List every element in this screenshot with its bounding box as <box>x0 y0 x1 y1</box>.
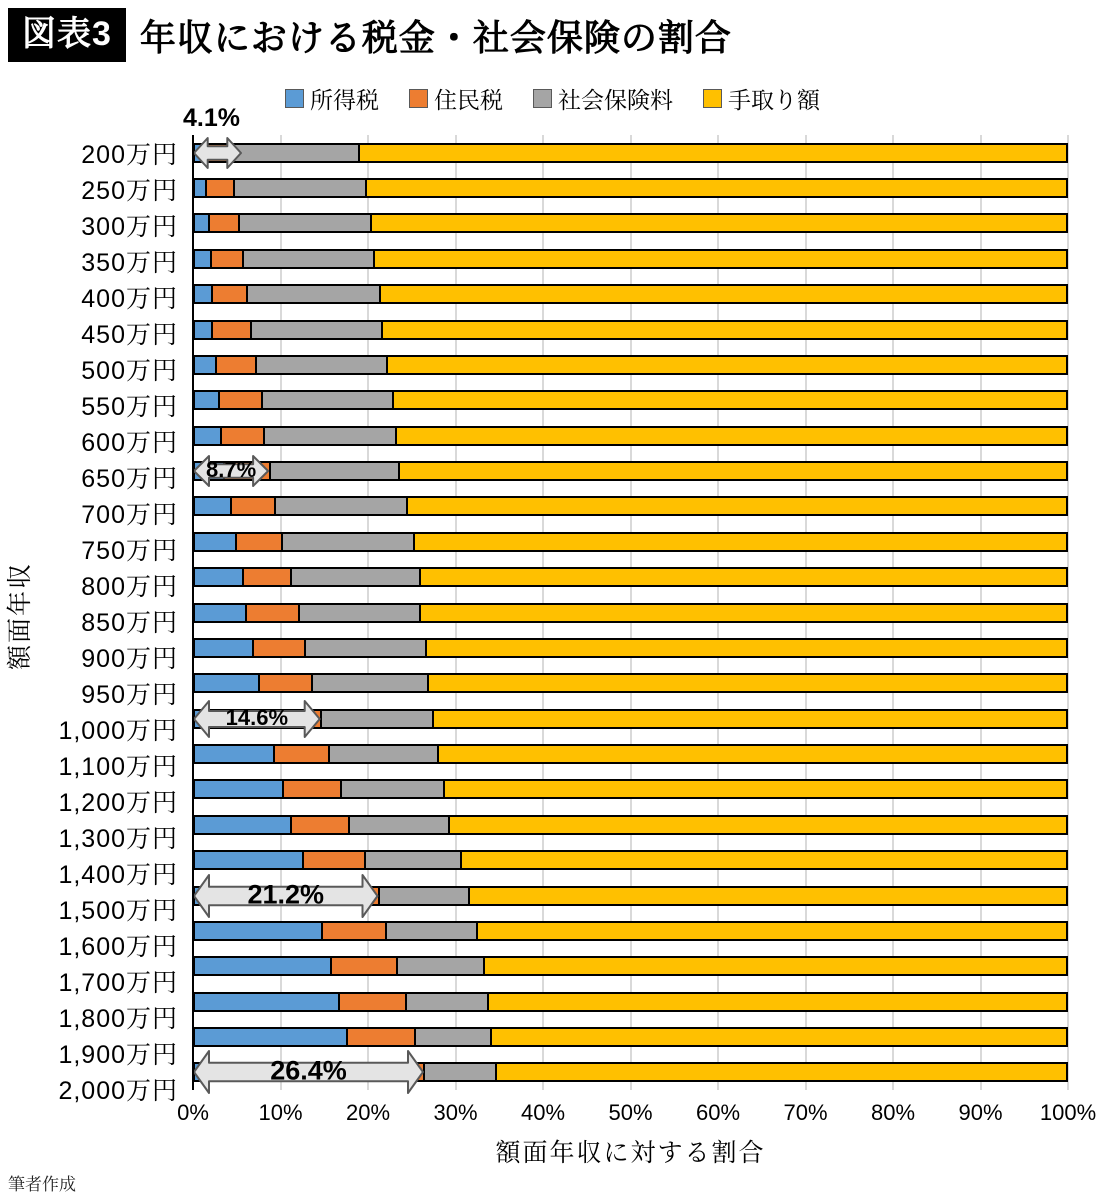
bar-row <box>193 807 1068 842</box>
bar-segment-income-tax <box>195 605 247 621</box>
bar-row <box>193 489 1068 524</box>
y-axis-label: 1,800万円 <box>58 1005 178 1033</box>
stacked-bar <box>193 603 1068 623</box>
figure-badge: 図表3 <box>8 8 126 62</box>
bar-row <box>193 949 1068 984</box>
x-axis-tick: 50% <box>608 1100 653 1125</box>
tax-range-arrow-icon <box>193 136 242 170</box>
y-axis-label: 1,700万円 <box>58 969 178 997</box>
bar-row <box>193 418 1068 453</box>
y-axis-label: 1,200万円 <box>58 789 178 817</box>
bar-segment-take-home <box>408 498 1066 514</box>
bar-segment-income-tax <box>195 746 275 762</box>
bar-segment-resident-tax <box>213 322 252 338</box>
y-axis-label: 950万円 <box>81 681 178 709</box>
bar-segment-social-insurance <box>231 145 360 161</box>
bar-segment-income-tax <box>195 781 284 797</box>
bar-row <box>193 984 1068 1019</box>
bar-segment-resident-tax <box>323 923 387 939</box>
y-axis-label: 850万円 <box>81 609 178 637</box>
bar-segment-social-insurance <box>416 1029 492 1045</box>
x-axis-tick: 20% <box>345 1100 391 1125</box>
bar-segment-income-tax <box>195 286 213 302</box>
bar-row <box>193 630 1068 665</box>
legend-label: 社会保険料 <box>558 87 673 113</box>
stacked-bar <box>193 355 1068 375</box>
bar-segment-resident-tax <box>237 534 283 550</box>
stacked-bar <box>193 815 1068 835</box>
bar-segment-social-insurance <box>306 640 426 656</box>
y-axis-label: 1,400万円 <box>58 861 178 889</box>
legend-label: 所得税 <box>310 87 379 113</box>
bar-segment-social-insurance <box>380 888 471 904</box>
bar-segment-resident-tax <box>247 605 299 621</box>
bar-segment-take-home <box>489 994 1066 1010</box>
callout-label: 21.2% <box>247 878 325 909</box>
x-axis-tick: 0% <box>177 1100 209 1125</box>
bar-segment-social-insurance <box>322 711 433 727</box>
y-axis-label: 500万円 <box>81 357 178 385</box>
bar-segment-resident-tax <box>213 286 248 302</box>
bar-segment-resident-tax <box>340 994 406 1010</box>
bar-segment-social-insurance <box>263 392 394 408</box>
bar-segment-take-home <box>478 923 1066 939</box>
y-axis-label: 2,000万円 <box>58 1077 178 1105</box>
bar-segment-take-home <box>427 640 1066 656</box>
bar-segment-income-tax <box>195 569 244 585</box>
bar-segment-resident-tax <box>348 1029 416 1045</box>
callout-label: 4.1% <box>183 104 240 132</box>
bar-segment-social-insurance <box>407 994 490 1010</box>
bar-segment-income-tax <box>195 923 323 939</box>
bar-row <box>193 878 1068 913</box>
stacked-bar <box>193 390 1068 410</box>
callout-label: 8.7% <box>205 457 257 483</box>
x-axis-tick: 40% <box>520 1100 566 1125</box>
bar-row <box>193 312 1068 347</box>
legend-swatch-icon <box>285 89 304 108</box>
bar-segment-resident-tax <box>207 180 235 196</box>
stacked-bar <box>193 992 1068 1012</box>
legend-swatch-icon <box>703 89 722 108</box>
legend-item-3 <box>703 82 820 115</box>
x-axis-tick: 80% <box>870 1100 916 1125</box>
y-axis-label: 900万円 <box>81 645 178 673</box>
bar-segment-social-insurance <box>283 534 415 550</box>
y-axis-label: 1,900万円 <box>58 1041 178 1069</box>
bar-row <box>193 701 1068 736</box>
stacked-bar <box>193 213 1068 233</box>
bar-segment-social-insurance <box>248 286 381 302</box>
stacked-bar <box>193 779 1068 799</box>
y-axis-label: 300万円 <box>81 213 178 241</box>
bar-row <box>193 206 1068 241</box>
bar-segment-take-home <box>429 675 1066 691</box>
bar-segment-take-home <box>421 569 1066 585</box>
stacked-bar <box>193 638 1068 658</box>
bar-segment-social-insurance <box>252 322 383 338</box>
legend-label: 手取り額 <box>728 87 820 113</box>
y-axis-label: 1,600万円 <box>58 933 178 961</box>
bar-segment-resident-tax <box>210 215 240 231</box>
bar-segment-social-insurance <box>425 1064 497 1080</box>
bar-segment-take-home <box>485 958 1066 974</box>
bar-segment-income-tax <box>195 994 340 1010</box>
bar-segment-resident-tax <box>222 428 265 444</box>
bar-row <box>193 1055 1068 1090</box>
legend-label: 住民税 <box>434 87 503 113</box>
stacked-bar <box>193 496 1068 516</box>
bar-segment-income-tax <box>195 958 332 974</box>
bar-segment-take-home <box>434 711 1066 727</box>
bar-segment-social-insurance <box>271 463 400 479</box>
bar-segment-take-home <box>400 463 1066 479</box>
bar-segment-take-home <box>375 251 1066 267</box>
x-axis-tick: 90% <box>958 1100 1003 1125</box>
bar-segment-income-tax <box>195 817 292 833</box>
stacked-bar <box>193 461 1068 481</box>
bar-segment-income-tax <box>195 498 232 514</box>
bar-segment-take-home <box>497 1064 1066 1080</box>
y-axis-label: 1,000万円 <box>58 717 178 745</box>
x-axis-tick: 100% <box>1039 1100 1097 1125</box>
bar-segment-social-insurance <box>244 251 376 267</box>
bar-segment-resident-tax <box>244 569 292 585</box>
x-axis-ticks <box>177 1100 1097 1130</box>
bar-segment-resident-tax <box>304 852 366 868</box>
stacked-bar <box>193 956 1068 976</box>
bar-segment-income-tax <box>195 251 212 267</box>
bar-segment-social-insurance <box>366 852 462 868</box>
y-axis-label: 200万円 <box>81 141 178 169</box>
bar-segment-take-home <box>372 215 1066 231</box>
y-axis-label: 400万円 <box>81 285 178 313</box>
y-axis-label: 350万円 <box>81 249 178 277</box>
x-axis-title: 額面年収に対する割合 <box>495 1139 766 1167</box>
y-axis-line <box>192 135 194 1090</box>
y-axis-label: 1,300万円 <box>58 825 178 853</box>
legend-swatch-icon <box>533 89 552 108</box>
bar-segment-social-insurance <box>387 923 478 939</box>
bar-segment-take-home <box>381 286 1066 302</box>
x-axis-tick: 60% <box>695 1100 741 1125</box>
bar-row <box>193 560 1068 595</box>
bar-row <box>193 736 1068 771</box>
bar-segment-take-home <box>360 145 1066 161</box>
bar-segment-resident-tax <box>212 251 244 267</box>
bar-segment-social-insurance <box>342 781 445 797</box>
bar-segment-income-tax <box>195 640 254 656</box>
bar-segment-social-insurance <box>265 428 397 444</box>
bar-row <box>193 347 1068 382</box>
bar-segment-income-tax <box>195 215 210 231</box>
bar-segment-take-home <box>397 428 1066 444</box>
credit-note: 筆者作成 <box>8 1175 76 1194</box>
bar-segment-income-tax <box>195 392 220 408</box>
stacked-bar <box>193 850 1068 870</box>
callout-label: 14.6% <box>225 704 289 730</box>
bar-row <box>193 170 1068 205</box>
bar-segment-take-home <box>470 888 1066 904</box>
stacked-bar <box>193 178 1068 198</box>
stacked-bar <box>193 532 1068 552</box>
plot-area <box>183 104 1068 1090</box>
stacked-bar <box>193 744 1068 764</box>
bar-segment-social-insurance <box>300 605 422 621</box>
bar-row <box>193 453 1068 488</box>
bar-segment-social-insurance <box>257 357 389 373</box>
stacked-bar <box>193 709 1068 729</box>
bar-segment-take-home <box>421 605 1066 621</box>
bar-segment-take-home <box>492 1029 1066 1045</box>
x-axis-tick: 10% <box>258 1100 303 1125</box>
bar-segment-take-home <box>450 817 1066 833</box>
bar-segment-social-insurance <box>330 746 439 762</box>
bar-row <box>193 383 1068 418</box>
y-axis-label: 750万円 <box>81 537 178 565</box>
bar-segment-resident-tax <box>220 392 263 408</box>
bar-segment-income-tax <box>195 1029 348 1045</box>
bar-segment-income-tax <box>195 428 222 444</box>
page-title: 年収における税金・社会保険の割合 <box>139 16 732 58</box>
x-axis-tick: 70% <box>783 1100 828 1125</box>
y-axis-label: 650万円 <box>81 465 178 493</box>
bar-segment-resident-tax <box>217 357 257 373</box>
bar-segment-take-home <box>383 322 1066 338</box>
y-axis-labels <box>0 135 185 1105</box>
callout-label: 26.4% <box>270 1055 347 1086</box>
bar-segment-take-home <box>388 357 1066 373</box>
x-axis-tick: 30% <box>433 1100 478 1125</box>
bar-segment-income-tax <box>195 852 304 868</box>
bar-segment-income-tax <box>195 357 217 373</box>
stacked-bar <box>193 284 1068 304</box>
bar-segment-social-insurance <box>292 569 421 585</box>
bar-rows <box>183 104 1068 1090</box>
y-axis-title: 額面年収 <box>6 562 34 671</box>
bar-row <box>193 241 1068 276</box>
bar-segment-take-home <box>367 180 1066 196</box>
y-axis-label: 800万円 <box>81 573 178 601</box>
y-axis-label: 700万円 <box>81 501 178 529</box>
bar-segment-income-tax <box>195 322 213 338</box>
chart-header <box>8 8 732 62</box>
y-axis-label: 450万円 <box>81 321 178 349</box>
stacked-bar <box>193 673 1068 693</box>
stacked-bar <box>193 249 1068 269</box>
stacked-bar <box>193 426 1068 446</box>
stacked-bar <box>193 1027 1068 1047</box>
bar-segment-take-home <box>415 534 1066 550</box>
bar-segment-social-insurance <box>350 817 450 833</box>
bar-segment-social-insurance <box>276 498 408 514</box>
y-axis-label: 250万円 <box>81 177 178 205</box>
stacked-bar <box>193 320 1068 340</box>
legend <box>0 82 1105 115</box>
bar-segment-social-insurance <box>313 675 429 691</box>
bar-row <box>193 524 1068 559</box>
bar-row <box>193 666 1068 701</box>
bar-segment-resident-tax <box>275 746 330 762</box>
legend-item-1 <box>409 82 503 115</box>
bar-segment-resident-tax <box>284 781 342 797</box>
bar-segment-social-insurance <box>235 180 367 196</box>
bar-segment-take-home <box>394 392 1066 408</box>
bar-row <box>193 772 1068 807</box>
bar-segment-take-home <box>439 746 1066 762</box>
bar-segment-income-tax <box>195 180 207 196</box>
stacked-bar <box>193 567 1068 587</box>
bar-segment-resident-tax <box>260 675 313 691</box>
bar-segment-take-home <box>462 852 1066 868</box>
bar-row <box>193 595 1068 630</box>
y-axis-label: 600万円 <box>81 429 178 457</box>
bar-segment-resident-tax <box>254 640 306 656</box>
bar-segment-resident-tax <box>232 498 276 514</box>
bar-segment-social-insurance <box>240 215 372 231</box>
y-axis-label: 1,100万円 <box>58 753 178 781</box>
bar-row <box>193 277 1068 312</box>
bar-segment-take-home <box>445 781 1066 797</box>
bar-segment-social-insurance <box>398 958 485 974</box>
bar-row <box>183 104 1068 170</box>
bar-segment-resident-tax <box>332 958 398 974</box>
legend-item-0 <box>285 82 379 115</box>
stacked-bar <box>193 921 1068 941</box>
bar-segment-income-tax <box>195 534 237 550</box>
stacked-bar <box>193 143 1068 163</box>
y-axis-label: 550万円 <box>81 393 178 421</box>
bar-segment-income-tax <box>195 675 260 691</box>
legend-item-2 <box>533 82 673 115</box>
y-axis-label: 1,500万円 <box>58 897 178 925</box>
legend-swatch-icon <box>409 89 428 108</box>
bar-segment-resident-tax <box>292 817 350 833</box>
